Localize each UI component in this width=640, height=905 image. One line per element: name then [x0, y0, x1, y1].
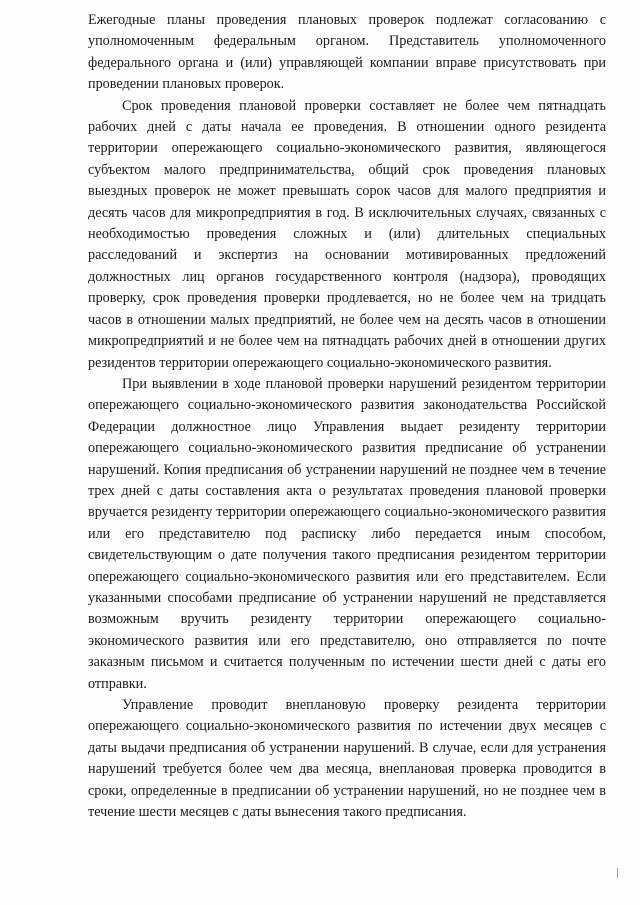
document-text-body — [88, 10, 606, 823]
paragraph-violation-order: При выявлении в ходе плановой проверки нарушений резидентом территории опережающего социально-экономического развития законодательства Российской Федерации должностное лицо Управления выдает резиденту территории опережающего социально-экономического развития предписание об устранении нарушений. Копия предписания об устранении нарушений не позднее чем в течение трех дней с даты составления акта о результатах проведения плановой проверки вручается резиденту территории опережающего социально-экономического развития или его представителю под расписку либо передается иным способом, свидетельствующим о дате получения такого предписания резидентом территории опережающего социально-экономического развития или его представителем. Если указанными способами предписание об устранении нарушений не представляется возможным вручить резиденту территории опережающего социально-экономического развития или его представителю, оно отправляется по почте заказным письмом и считается полученным по истечении шести дней с даты его отправки. — [88, 375, 606, 692]
paragraph-planned-inspections-approval: Ежегодные планы проведения плановых проверок подлежат согласованию с уполномоченным федеральным органом. Представитель уполномоченного федерального органа и (или) управляющей компании вправе присутствовать при проведении плановых проверок. — [88, 12, 606, 93]
scan-mark — [617, 868, 618, 878]
paragraph-unscheduled-inspection: Управление проводит внеплановую проверку резидента территории опережающего социально-экономического развития по истечении двух месяцев с даты выдачи предписания об устранении нарушений. В случае, если для устранения нарушений требуется более чем два месяца, внеплановая проверка проводится в сроки, определенные в предписании об устранении нарушений, но не позднее чем в течение шести месяцев с даты вынесения такого предписания. — [88, 697, 606, 821]
paragraph-inspection-duration: Срок проведения плановой проверки составляет не более чем пятнадцать рабочих дней с даты начала ее проведения. В отношении одного резидента территории опережающего социально-экономического развития, являющегося субъектом малого предпринимательства, общий срок проведения плановых выездных проверок не может превышать сорок часов для малого предприятия и десять часов для микропредприятия в год. В исключительных случаях, связанных с необходимостью проведения сложных и (или) длительных специальных расследований и экспертиз на основании мотивированных предложений должностных лиц органов государственного контроля (надзора), проводящих проверку, срок проведения проверки продлевается, но не более чем на тридцать часов в отношении малых предприятий, не более чем на десять часов в отношении микропредприятий и не более чем на пятнадцать рабочих дней в отношении других резидентов территории опережающего социально-экономического развития. — [88, 97, 606, 371]
